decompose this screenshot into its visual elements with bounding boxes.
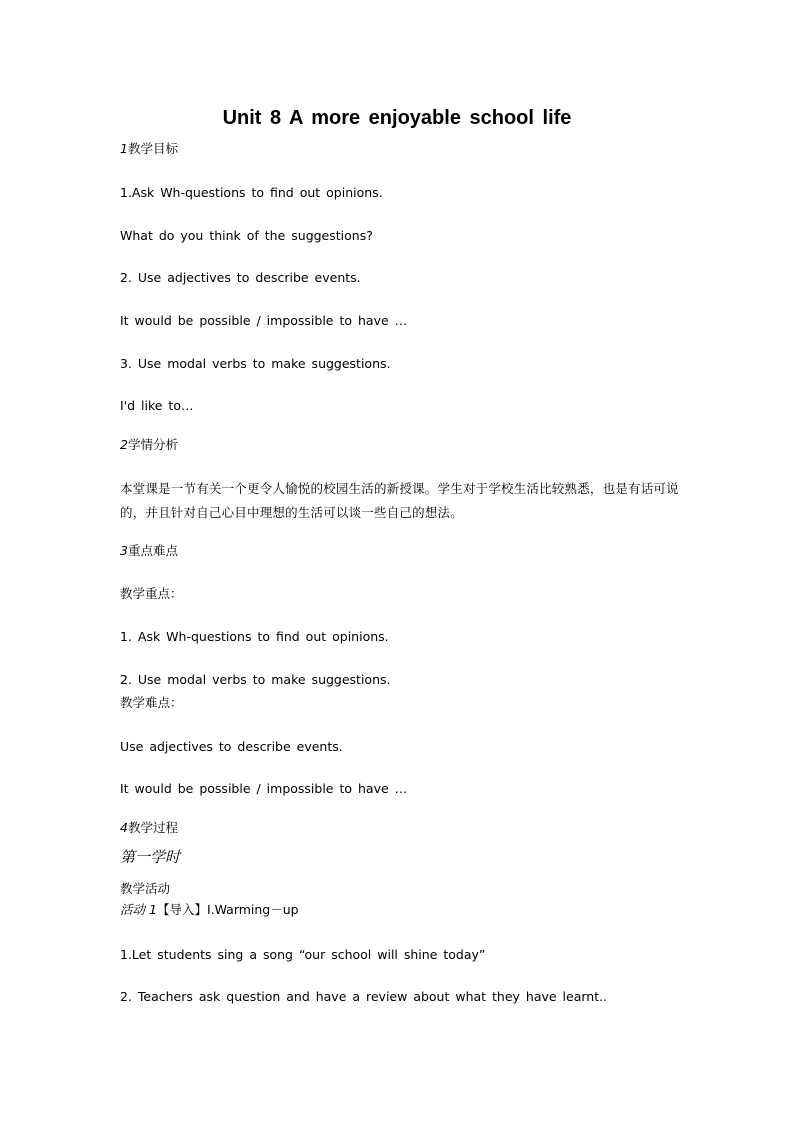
objective-line: I'd like to… [120, 398, 194, 413]
key-points-label: 教学重点： [120, 586, 183, 601]
activity-title: 【导入】I.Warming－up [156, 902, 299, 917]
activities-label: 教学活动 [120, 881, 171, 896]
key-point-line: 1. Ask Wh-questions to find out opinions. [120, 629, 389, 644]
section-heading-analysis [120, 437, 178, 453]
objective-line: It would be possible / impossible to have … [120, 313, 408, 328]
session-heading: 第一学时 [120, 848, 181, 866]
objective-line: 2. Use adjectives to describe events. [120, 270, 361, 285]
difficulty-line: It would be possible / impossible to have … [120, 781, 408, 796]
section-heading-objectives [120, 141, 178, 157]
activity-line: 2. Teachers ask question and have a review about what they have learnt.. [120, 989, 608, 1004]
section-number: 3 [120, 543, 128, 558]
objective-line: What do you think of the suggestions? [120, 228, 373, 243]
difficulty-label: 教学难点： [120, 695, 183, 710]
section-heading-process [120, 820, 178, 836]
objective-line: 1.Ask Wh-questions to find out opinions. [120, 185, 383, 200]
activity-heading [120, 902, 299, 918]
section-heading-text: 教学过程 [127, 820, 178, 835]
key-point-line: 2. Use modal verbs to make suggestions. [120, 672, 391, 687]
document-title: Unit 8 A more enjoyable school life [222, 107, 572, 129]
activity-tag: 活动 1 [120, 902, 157, 917]
section-heading-text: 重点难点 [127, 543, 178, 558]
section-heading-text: 教学目标 [127, 141, 178, 156]
section-number: 4 [120, 820, 128, 835]
section-number: 1 [120, 141, 128, 156]
objective-line: 3. Use modal verbs to make suggestions. [120, 356, 391, 371]
section-number: 2 [120, 437, 128, 452]
section-heading-key-points [120, 543, 178, 559]
difficulty-line: Use adjectives to describe events. [120, 739, 343, 754]
activity-line: 1.Let students sing a song “our school will shine today” [120, 947, 486, 962]
section-heading-text: 学情分析 [127, 437, 178, 452]
analysis-paragraph: 本堂课是一节有关一个更令人愉悦的校园生活的新授课。学生对于学校生活比较熟悉，也是有话可说的，并且针对自己心目中理想的生活可以谈一些自己的想法。 [120, 481, 679, 520]
